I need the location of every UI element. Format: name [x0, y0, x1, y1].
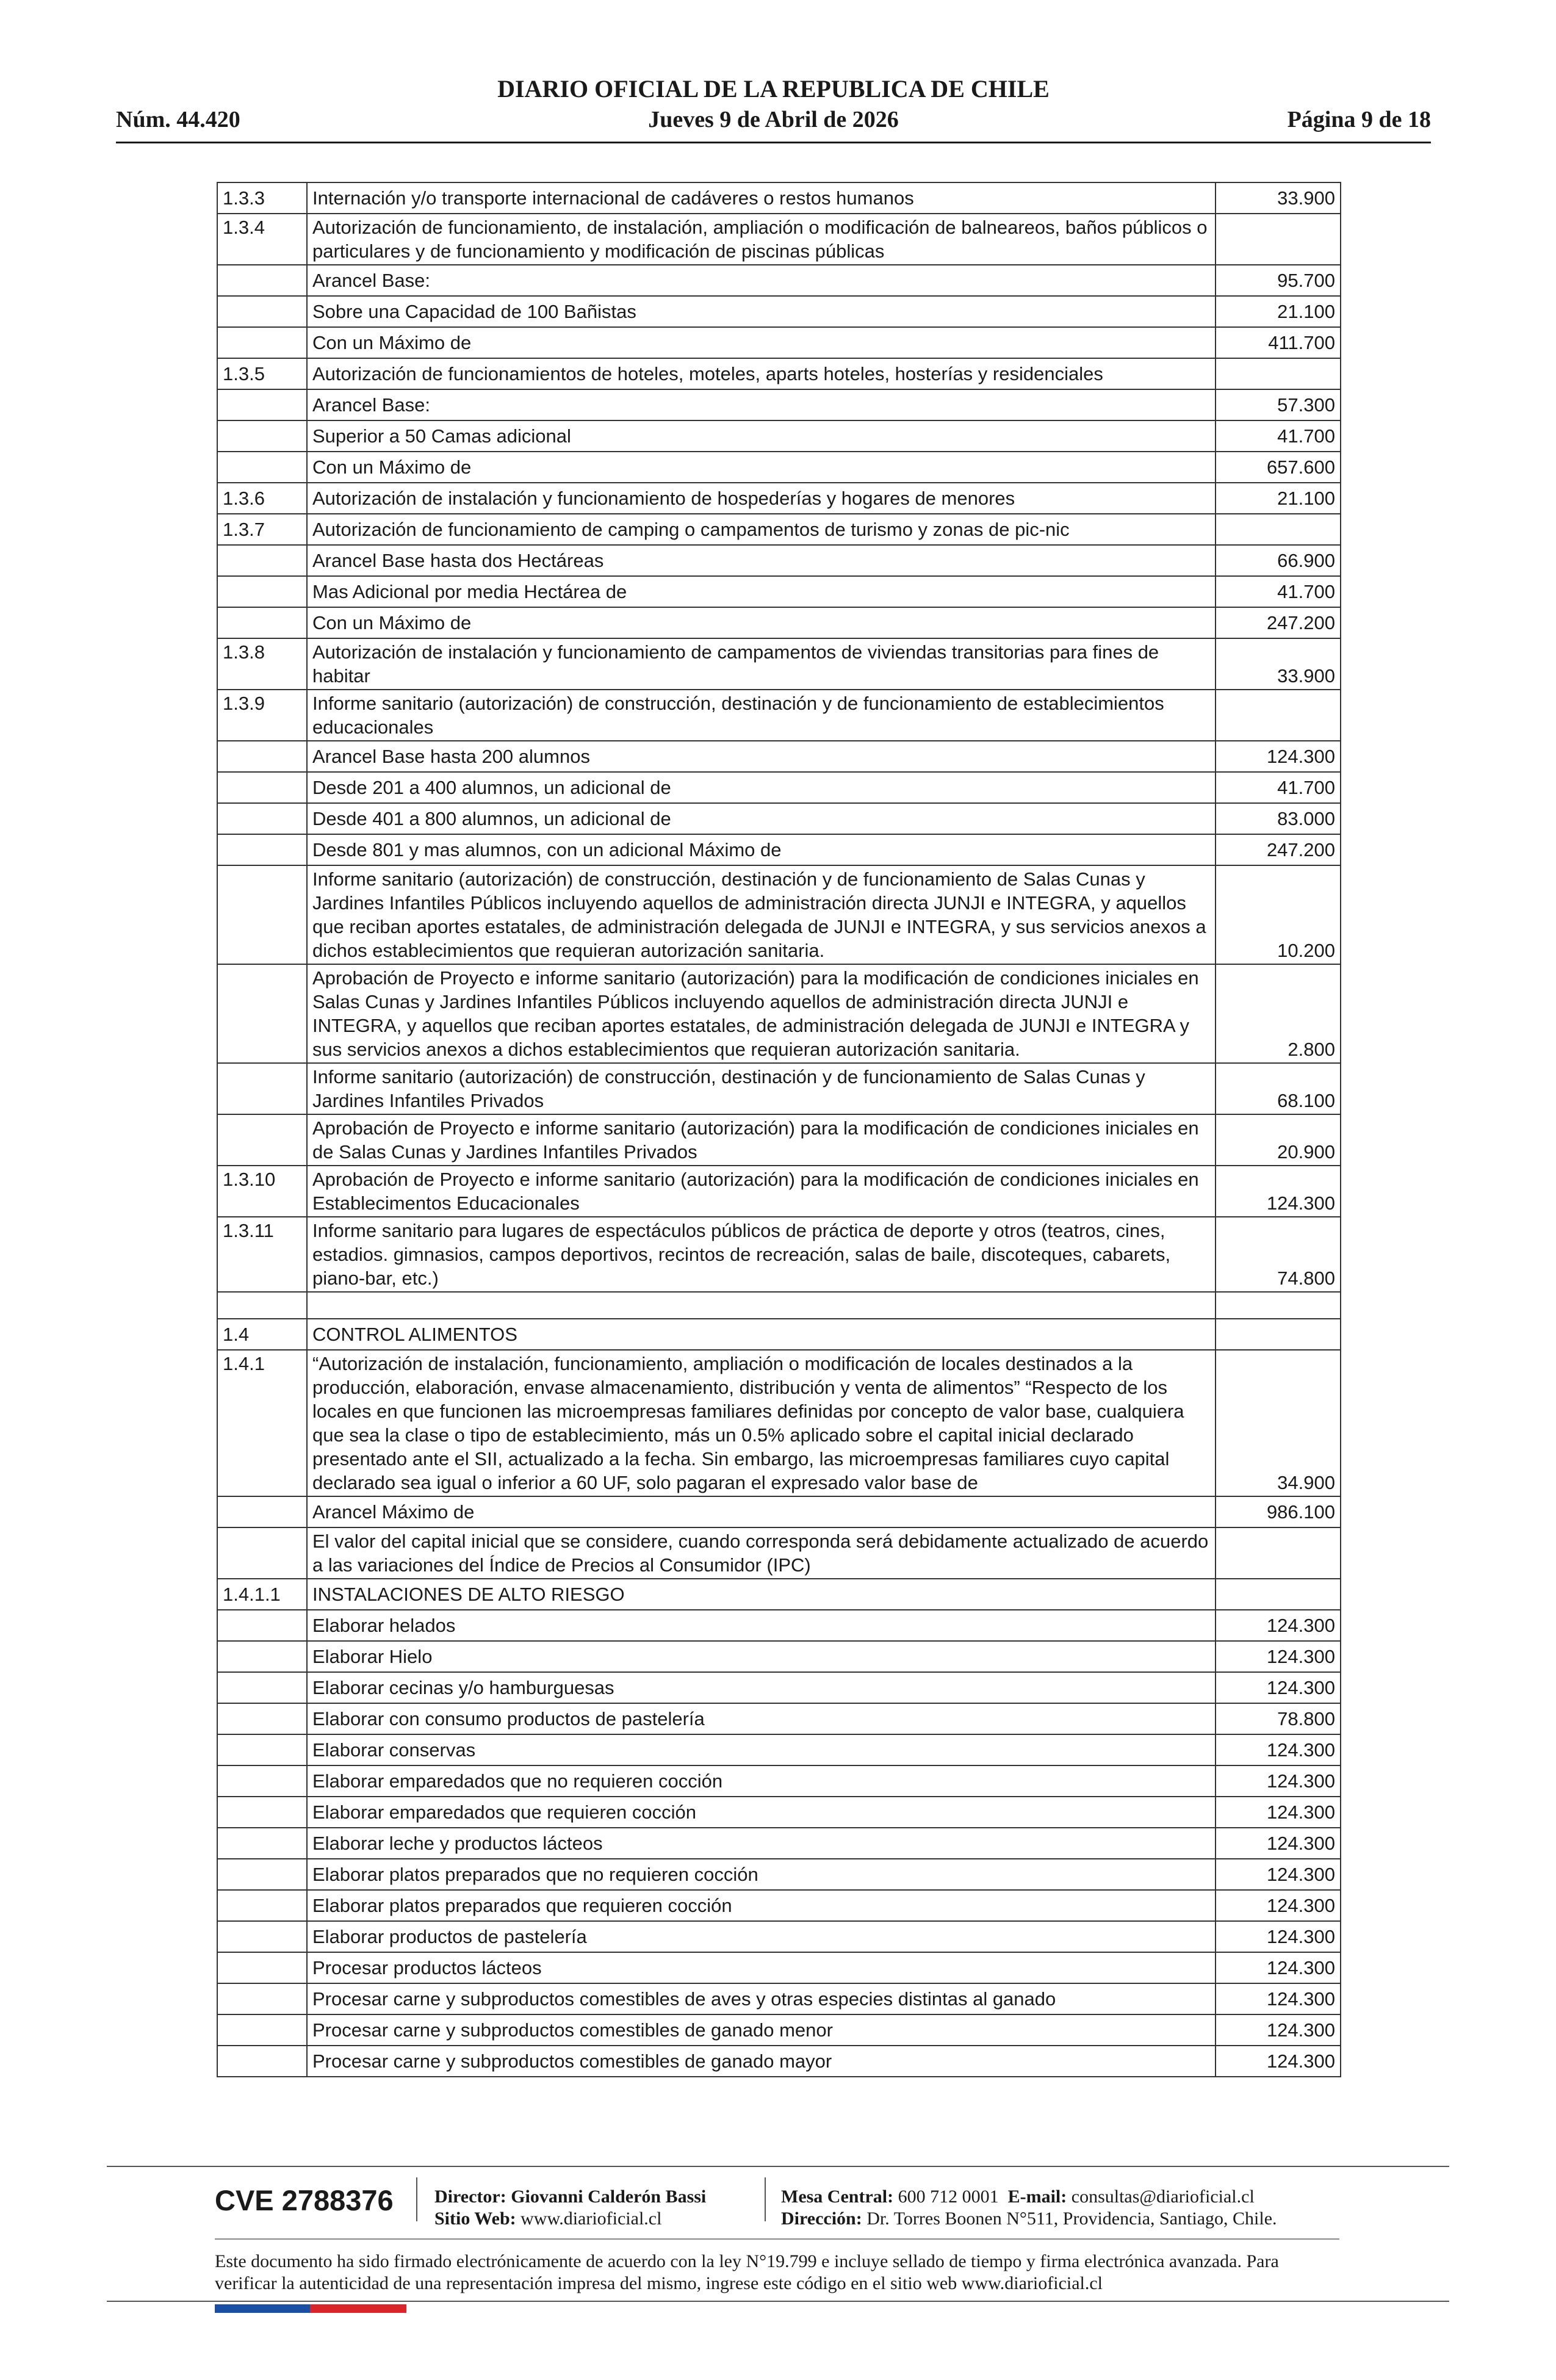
table-row [217, 1114, 1341, 1166]
item-code [217, 452, 307, 483]
item-description: Sobre una Capacidad de 100 Bañistas [307, 296, 1216, 327]
tariff-table-body [217, 182, 1341, 2077]
item-description: Elaborar con consumo productos de pastelería [307, 1703, 1216, 1734]
item-code [217, 545, 307, 576]
item-value: 2.800 [1216, 964, 1341, 1063]
table-row [217, 1496, 1341, 1527]
item-value [1216, 1292, 1341, 1319]
table-row [217, 834, 1341, 865]
item-code: 1.3.3 [217, 182, 307, 214]
website-label: Sitio Web: [434, 2209, 516, 2229]
item-description: Con un Máximo de [307, 327, 1216, 358]
table-row [217, 1672, 1341, 1703]
table-row [217, 1063, 1341, 1114]
item-value: 33.900 [1216, 182, 1341, 214]
table-row [217, 1319, 1341, 1350]
item-description: Procesar productos lácteos [307, 1952, 1216, 1983]
item-code [217, 865, 307, 964]
website-link[interactable]: www.diarioficial.cl [520, 2209, 662, 2229]
table-row [217, 296, 1341, 327]
item-value: 74.800 [1216, 1217, 1341, 1292]
table-row [217, 690, 1341, 741]
item-value: 33.900 [1216, 638, 1341, 690]
table-row [217, 2046, 1341, 2077]
item-code: 1.4.1.1 [217, 1579, 307, 1610]
item-description: Informe sanitario (autorización) de construcción, destinación y de funcionamiento de establecimientos educacionales [307, 690, 1216, 741]
item-description: Aprobación de Proyecto e informe sanitario (autorización) para la modificación de condiciones iniciales en de Salas Cunas y Jardines Infantiles Privados [307, 1114, 1216, 1166]
table-row [217, 545, 1341, 576]
item-description: Elaborar platos preparados que requieren cocción [307, 1890, 1216, 1921]
item-value: 124.300 [1216, 1921, 1341, 1952]
table-row [217, 2014, 1341, 2046]
item-code [217, 607, 307, 638]
item-description [307, 1292, 1216, 1319]
item-description: Aprobación de Proyecto e informe sanitario (autorización) para la modificación de condiciones iniciales en Salas Cunas y Jardines Infantiles Públicos incluyendo aquellos de administración directa JUNJI e INTEGRA, y aquellos que reciban aportes estatales, de administración delegada de JUNJI e INTEGRA y sus servicios anexos a dichos establecimientos que requieran autorización sanitaria. [307, 964, 1216, 1063]
item-description: Elaborar productos de pastelería [307, 1921, 1216, 1952]
item-value: 124.300 [1216, 2014, 1341, 2046]
item-value: 34.900 [1216, 1350, 1341, 1496]
item-value: 124.300 [1216, 1765, 1341, 1797]
item-code: 1.3.8 [217, 638, 307, 690]
item-description: Elaborar Hielo [307, 1641, 1216, 1672]
publication-title: DIARIO OFICIAL DE LA REPUBLICA DE CHILE [497, 75, 1050, 103]
item-value: 21.100 [1216, 296, 1341, 327]
item-value: 68.100 [1216, 1063, 1341, 1114]
item-code [217, 1797, 307, 1828]
item-description: Desde 801 y mas alumnos, con un adicional Máximo de [307, 834, 1216, 865]
page-header [116, 74, 1431, 146]
table-row [217, 1734, 1341, 1765]
item-description: Autorización de instalación y funcionamiento de hospederías y hogares de menores [307, 483, 1216, 514]
table-row [217, 1921, 1341, 1952]
page-number: Página 9 de 18 [1287, 107, 1431, 132]
item-value: 124.300 [1216, 2046, 1341, 2077]
item-value: 41.700 [1216, 420, 1341, 452]
address-value: Dr. Torres Boonen N°511, Providencia, Santiago, Chile. [866, 2209, 1277, 2229]
item-description: Autorización de instalación y funcionamiento de campamentos de viviendas transitorias para fines de habitar [307, 638, 1216, 690]
table-row [217, 1350, 1341, 1496]
table-row [217, 1890, 1341, 1921]
table-row [217, 865, 1341, 964]
item-value: 247.200 [1216, 607, 1341, 638]
publication-date: Jueves 9 de Abril de 2026 [648, 107, 899, 132]
item-value: 57.300 [1216, 389, 1341, 420]
item-code: 1.3.7 [217, 514, 307, 545]
table-row [217, 1765, 1341, 1797]
item-code [217, 265, 307, 296]
table-row [217, 964, 1341, 1063]
item-value: 124.300 [1216, 1166, 1341, 1217]
table-row [217, 265, 1341, 296]
item-code [217, 1063, 307, 1114]
item-code [217, 1921, 307, 1952]
item-description: Autorización de funcionamientos de hoteles, moteles, aparts hoteles, hosterías y residenciales [307, 358, 1216, 389]
item-value [1216, 358, 1341, 389]
item-value: 66.900 [1216, 545, 1341, 576]
item-code [217, 1765, 307, 1797]
item-code: 1.3.10 [217, 1166, 307, 1217]
item-code [217, 741, 307, 772]
item-code [217, 576, 307, 607]
item-value: 657.600 [1216, 452, 1341, 483]
item-description: Procesar carne y subproductos comestibles de ganado menor [307, 2014, 1216, 2046]
table-row [217, 576, 1341, 607]
flag-stripe-red [310, 2304, 406, 2313]
item-value: 83.000 [1216, 803, 1341, 834]
director-info [434, 2186, 706, 2230]
table-row [217, 638, 1341, 690]
item-code [217, 1734, 307, 1765]
email-link[interactable]: consultas@diarioficial.cl [1071, 2187, 1255, 2207]
item-value: 124.300 [1216, 1610, 1341, 1641]
item-description: INSTALACIONES DE ALTO RIESGO [307, 1579, 1216, 1610]
phone-number: 600 712 0001 [898, 2187, 999, 2207]
email-label: E-mail: [1007, 2187, 1067, 2207]
item-description: Elaborar conservas [307, 1734, 1216, 1765]
item-description: Arancel Base hasta 200 alumnos [307, 741, 1216, 772]
item-code [217, 1952, 307, 1983]
item-value: 78.800 [1216, 1703, 1341, 1734]
item-description: Arancel Base: [307, 389, 1216, 420]
item-value [1216, 1579, 1341, 1610]
item-code: 1.3.6 [217, 483, 307, 514]
item-description: Desde 201 a 400 alumnos, un adicional de [307, 772, 1216, 803]
table-row [217, 1859, 1341, 1890]
item-description: El valor del capital inicial que se considere, cuando corresponda será debidamente actualizado de acuerdo a las variaciones del Índice de Precios al Consumidor (IPC) [307, 1527, 1216, 1579]
item-value [1216, 1527, 1341, 1579]
item-value: 124.300 [1216, 1797, 1341, 1828]
item-code [217, 964, 307, 1063]
table-row [217, 1610, 1341, 1641]
item-description: Elaborar emparedados que requieren cocción [307, 1797, 1216, 1828]
table-row [217, 483, 1341, 514]
table-row [217, 1217, 1341, 1292]
item-code [217, 1672, 307, 1703]
item-description: Informe sanitario (autorización) de construcción, destinación y de funcionamiento de Salas Cunas y Jardines Infantiles Públicos incluyendo aquellos de administración directa JUNJI e INTEGRA, y aquellos que reciban aportes estatales, de administración delegada de JUNJI e INTEGRA, y sus servicios anexos a dichos establecimientos que requieran autorización sanitaria. [307, 865, 1216, 964]
item-code [217, 772, 307, 803]
item-value: 124.300 [1216, 1859, 1341, 1890]
item-value: 124.300 [1216, 1672, 1341, 1703]
item-value: 41.700 [1216, 772, 1341, 803]
table-row [217, 607, 1341, 638]
item-description: Procesar carne y subproductos comestibles de aves y otras especies distintas al ganado [307, 1983, 1216, 2014]
item-description: “Autorización de instalación, funcionamiento, ampliación o modificación de locales destinados a la producción, elaboración, envase almacenamiento, distribución y venta de alimentos” “Respecto de los locales en que funcionen las microempresas familiares definidas por concepto de valor base, cualquiera que sea la clase o tipo de establecimiento, más un 0.5% aplicado sobre el capital inicial declarado presentado ante el SII, actualizado a la fecha. Sin embargo, las microempresas familiares cuyo capital declarado sea igual o inferior a 60 UF, solo pagaran el expresado valor base de [307, 1350, 1216, 1496]
director-name: Giovanni Calderón Bassi [511, 2187, 707, 2207]
flag-stripe-blue [215, 2304, 310, 2313]
item-code [217, 2046, 307, 2077]
item-description: Superior a 50 Camas adicional [307, 420, 1216, 452]
item-value: 21.100 [1216, 483, 1341, 514]
item-code [217, 1859, 307, 1890]
item-code: 1.4 [217, 1319, 307, 1350]
item-code: 1.3.11 [217, 1217, 307, 1292]
item-value [1216, 514, 1341, 545]
item-description: Elaborar platos preparados que no requieren cocción [307, 1859, 1216, 1890]
item-description: Elaborar helados [307, 1610, 1216, 1641]
cve-code: CVE 2788376 [215, 2184, 394, 2216]
item-value: 124.300 [1216, 1828, 1341, 1859]
item-description: Autorización de funcionamiento de camping o campamentos de turismo y zonas de pic-nic [307, 514, 1216, 545]
item-code [217, 1496, 307, 1527]
table-row [217, 182, 1341, 214]
item-code [217, 1527, 307, 1579]
item-code: 1.3.4 [217, 214, 307, 265]
table-row [217, 803, 1341, 834]
item-code [217, 834, 307, 865]
item-value: 411.700 [1216, 327, 1341, 358]
table-row [217, 514, 1341, 545]
item-description: Con un Máximo de [307, 452, 1216, 483]
item-value: 10.200 [1216, 865, 1341, 964]
item-code: 1.4.1 [217, 1350, 307, 1496]
table-row [217, 1166, 1341, 1217]
item-code [217, 389, 307, 420]
table-row [217, 1703, 1341, 1734]
address-label: Dirección: [781, 2209, 862, 2229]
item-code [217, 1114, 307, 1166]
footer-divider [215, 2238, 1339, 2240]
item-code [217, 327, 307, 358]
footer-divider [107, 2166, 1449, 2167]
item-description: Arancel Base hasta dos Hectáreas [307, 545, 1216, 576]
item-description: Arancel Máximo de [307, 1496, 1216, 1527]
table-row [217, 1797, 1341, 1828]
item-description: Internación y/o transporte internacional de cadáveres o restos humanos [307, 182, 1216, 214]
footer-separator [416, 2177, 417, 2221]
item-code [217, 2014, 307, 2046]
table-row [217, 214, 1341, 265]
table-row [217, 327, 1341, 358]
item-code [217, 803, 307, 834]
director-label: Director: [434, 2187, 506, 2207]
table-row [217, 1828, 1341, 1859]
item-code [217, 1292, 307, 1319]
signature-note: Este documento ha sido firmado electrónicamente de acuerdo con la ley N°19.799 e incluye sellado de tiempo y firma electrónica avanzada. Para verificar la autenticidad de una representación impresa del mismo, ingrese este código en el sitio web www.diarioficial.cl [215, 2251, 1279, 2293]
item-description: Con un Máximo de [307, 607, 1216, 638]
item-description: CONTROL ALIMENTOS [307, 1319, 1216, 1350]
item-value: 124.300 [1216, 1734, 1341, 1765]
item-code: 1.3.9 [217, 690, 307, 741]
item-code [217, 420, 307, 452]
item-value [1216, 1319, 1341, 1350]
table-row [217, 389, 1341, 420]
item-value: 20.900 [1216, 1114, 1341, 1166]
table-row [217, 1527, 1341, 1579]
phone-label: Mesa Central: [781, 2187, 894, 2207]
item-value: 986.100 [1216, 1496, 1341, 1527]
item-code: 1.3.5 [217, 358, 307, 389]
item-description: Elaborar cecinas y/o hamburguesas [307, 1672, 1216, 1703]
table-row [217, 772, 1341, 803]
table-row [217, 452, 1341, 483]
item-code [217, 1703, 307, 1734]
contact-info [781, 2186, 1277, 2230]
item-description: Aprobación de Proyecto e informe sanitario (autorización) para la modificación de condiciones iniciales en Establecimentos Educacionales [307, 1166, 1216, 1217]
table-row [217, 358, 1341, 389]
table-row [217, 1952, 1341, 1983]
item-description: Desde 401 a 800 alumnos, un adicional de [307, 803, 1216, 834]
table-row [217, 1641, 1341, 1672]
item-description: Arancel Base: [307, 265, 1216, 296]
tariff-table [217, 182, 1341, 2077]
item-code [217, 1828, 307, 1859]
item-code [217, 1610, 307, 1641]
item-code [217, 296, 307, 327]
table-row [217, 420, 1341, 452]
item-description: Informe sanitario (autorización) de construcción, destinación y de funcionamiento de Salas Cunas y Jardines Infantiles Privados [307, 1063, 1216, 1114]
item-value: 124.300 [1216, 1641, 1341, 1672]
table-row [217, 1983, 1341, 2014]
table-row [217, 1579, 1341, 1610]
footer-separator [765, 2177, 766, 2221]
issue-number: Núm. 44.420 [116, 107, 240, 132]
item-value: 124.300 [1216, 741, 1341, 772]
item-description: Procesar carne y subproductos comestibles de ganado mayor [307, 2046, 1216, 2077]
item-description: Elaborar emparedados que no requieren cocción [307, 1765, 1216, 1797]
item-code [217, 1890, 307, 1921]
item-value: 124.300 [1216, 1890, 1341, 1921]
item-value: 124.300 [1216, 1952, 1341, 1983]
item-value: 124.300 [1216, 1983, 1341, 2014]
table-row [217, 741, 1341, 772]
item-value: 247.200 [1216, 834, 1341, 865]
item-description: Informe sanitario para lugares de espectáculos públicos de práctica de deporte y otros (teatros, cines, estadios. gimnasios, campos deportivos, recintos de recreación, salas de baile, discoteques, cabarets, piano-bar, etc.) [307, 1217, 1216, 1292]
item-description: Autorización de funcionamiento, de instalación, ampliación o modificación de balneareos, baños públicos o particulares y de funcionamiento y modificación de piscinas públicas [307, 214, 1216, 265]
item-value: 41.700 [1216, 576, 1341, 607]
table-row [217, 1292, 1341, 1319]
item-value [1216, 214, 1341, 265]
footer-divider [107, 2301, 1449, 2302]
item-code [217, 1641, 307, 1672]
item-value [1216, 690, 1341, 741]
item-code [217, 1983, 307, 2014]
item-description: Elaborar leche y productos lácteos [307, 1828, 1216, 1859]
item-value: 95.700 [1216, 265, 1341, 296]
header-divider [116, 142, 1431, 143]
item-description: Mas Adicional por media Hectárea de [307, 576, 1216, 607]
